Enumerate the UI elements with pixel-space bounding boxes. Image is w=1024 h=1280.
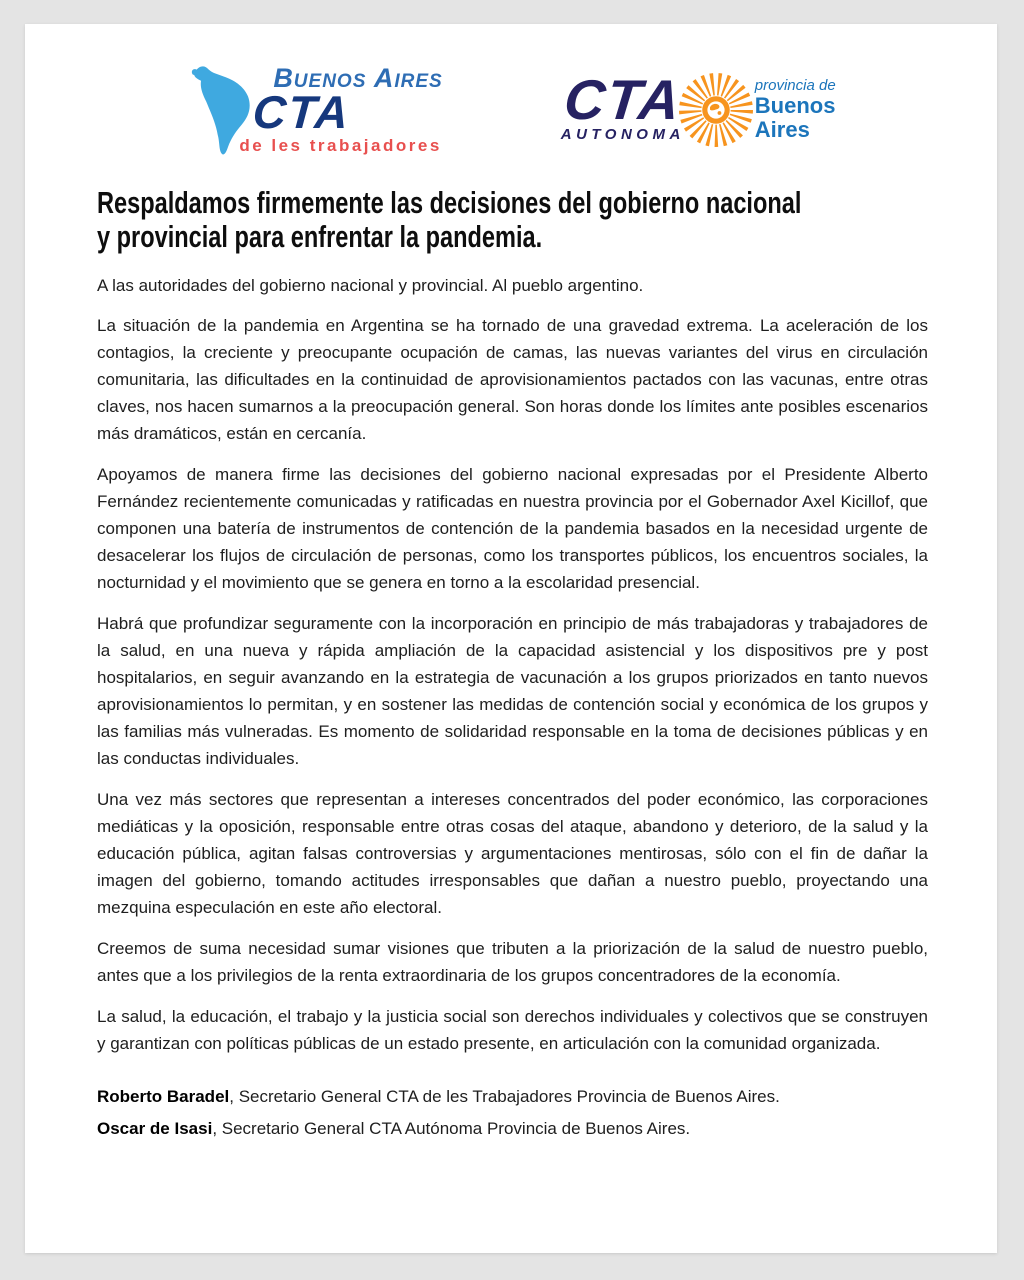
salutation-line: A las autoridades del gobierno nacional y provincial. Al pueblo argentino. <box>97 276 644 295</box>
logo-row <box>97 58 928 162</box>
document-title-line2: y provincial para enfrentar la pandemia. <box>97 219 543 254</box>
logo-autonoma-subtitle: AUTONOMA <box>560 126 685 143</box>
document-page <box>25 24 997 1253</box>
logo-cta-autonoma <box>561 67 836 153</box>
document-title <box>97 185 802 254</box>
logo-province-prefix: provincia de <box>754 77 836 95</box>
signature-block <box>97 1081 928 1145</box>
logo-cta-trabajadores-text <box>239 62 443 156</box>
signatory-role: , Secretario General CTA Autónoma Provincia de Buenos Aires. <box>212 1119 691 1138</box>
logo-region-label: Buenos Aires <box>273 62 443 93</box>
signatory-name: Oscar de Isasi <box>97 1119 213 1138</box>
body-paragraph: La situación de la pandemia en Argentina se ha tornado de una gravedad extrema. La aceleración de los contagios, la creciente y preocupante ocupación de camas, las nuevas variantes del virus en circulación comunitaria, las dificultades en la continuidad de aprovisionamientos pactados con las vacunas, entre otras claves, nos hacen sumarnos a la preocupación general. Son horas donde los límites ante posibles escenarios más dramáticos, están en cercanía. <box>97 316 928 443</box>
signatory-role: , Secretario General CTA de les Trabajadores Provincia de Buenos Aires. <box>229 1087 780 1106</box>
signatory-name: Roberto Baradel <box>97 1087 230 1106</box>
logo-tagline: de les trabajadores <box>239 135 442 155</box>
body-paragraph: Creemos de suma necesidad sumar visiones que tributen a la priorización de la salud de nuestro pueblo, antes que a los privilegios de la renta extraordinaria de los grupos concentradores de la economía. <box>97 939 928 985</box>
body-paragraph: Habrá que profundizar seguramente con la incorporación en principio de más trabajadoras y trabajadores de la salud, en una nueva y rápida ampliación de la capacidad asistencial y los dispositivos pre y post hospitalarios, en seguir avanzando en la estrategia de vacunación a los grupos priorizados en tanto nuevos aprovisionamientos lo permitan, y en sostener las medidas de contención social y económica de los grupos y las familias más vulneradas. Es momento de solidaridad responsable en la toma de decisiones públicas y en las conductas individuales. <box>97 614 928 768</box>
body-paragraph: Una vez más sectores que representan a intereses concentrados del poder económico, las corporaciones mediáticas y la oposición, responsable entre otras cosas del ataque, abandono y deterioro, de la salud y la educación pública, agitan falsas controversias y argumentaciones mentirosas, sólo con el fin de dañar la imagen del gobierno, tomando actitudes irresponsables que dañan a nuestro pueblo, proyectando una mezquina especulación en este año electoral. <box>97 790 928 917</box>
body-paragraph: La salud, la educación, el trabajo y la justicia social son derechos individuales y colectivos que se construyen y garantizan con políticas públicas de un estado presente, en articulación con la comunidad organizada. <box>97 1007 928 1053</box>
document-title-line1: Respaldamos firmemente las decisiones del gobierno nacional <box>97 185 802 220</box>
body-paragraph: Apoyamos de manera firme las decisiones del gobierno nacional expresadas por el Presidente Alberto Fernández recientemente comunicadas y ratificadas en nuestra provincia por el Gobernador Axel Kicillof, que componen una batería de instrumentos de contención de la pandemia basados en la necesidad urgente de desacelerar los flujos de circulación de personas, como los transportes públicos, los encuentros sociales, la nocturnidad y el movimiento que se genera en torno a la escolaridad presencial. <box>97 465 928 592</box>
logo-cta-trabajadores <box>189 62 442 158</box>
logo-autonoma-wordmark <box>560 68 685 143</box>
logo-province-text <box>755 78 836 142</box>
signature-line <box>97 1113 928 1145</box>
logo-autonoma-acronym: CTA <box>561 68 685 131</box>
signature-line <box>97 1081 928 1113</box>
logo-province-line2: Aires <box>754 117 810 143</box>
logo-province-line1: Buenos <box>754 93 836 119</box>
logo-cta-acronym: CTA <box>251 85 353 138</box>
